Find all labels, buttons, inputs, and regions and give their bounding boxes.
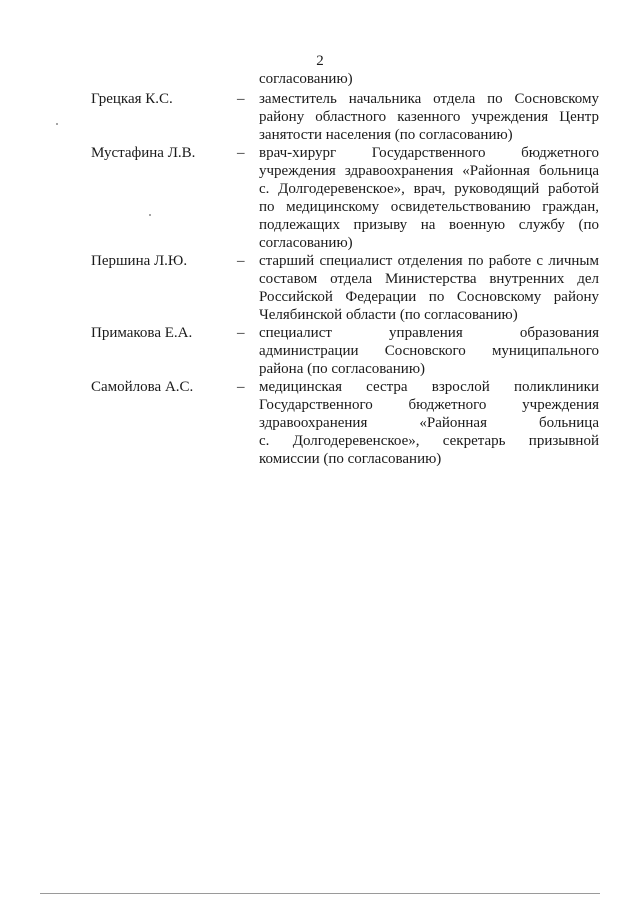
description-line: Государственного бюджетного учреждения [259, 397, 599, 413]
description-line: с. Долгодеревенское», врач, руководящий работой [259, 181, 599, 197]
description-line: району областного казенного учреждения Центр [259, 109, 599, 125]
continuation-text: согласованию) [259, 71, 353, 87]
entry-name: Примакова Е.А. [91, 325, 193, 341]
description-line: учреждения здравоохранения «Районная больница [259, 163, 599, 179]
entry-description [259, 378, 599, 468]
description-line: составом отдела Министерства внутренних дел [259, 271, 599, 287]
description-line: по медицинскому освидетельствованию граждан, [259, 199, 599, 215]
entry-name: Першина Л.Ю. [91, 253, 188, 269]
description-line: Российской Федерации по Сосновскому району [259, 289, 599, 305]
description-line: с. Долгодеревенское», секретарь призывной [259, 433, 599, 449]
description-line: комиссии (по согласованию) [259, 451, 442, 467]
entry-dash: – [237, 91, 245, 107]
description-line: района (по согласованию) [259, 361, 426, 377]
description-line: врач-хирург Государственного бюджетного [259, 145, 599, 161]
scan-speck [56, 123, 58, 125]
entry-description [259, 324, 599, 378]
entry-description [259, 90, 599, 144]
entry-dash: – [237, 379, 245, 395]
entry-name: Грецкая К.С. [91, 91, 173, 107]
description-line: заместитель начальника отдела по Сосновскому [259, 91, 599, 107]
description-line: занятости населения (по согласованию) [259, 127, 513, 143]
entry-dash: – [237, 145, 245, 161]
scan-edge-line [40, 893, 600, 894]
description-line: согласованию) [259, 235, 353, 251]
entry-name: Самойлова А.С. [91, 379, 194, 395]
entry-dash: – [237, 325, 245, 341]
description-line: администрации Сосновского муниципального [259, 343, 599, 359]
description-line: подлежащих призыву на военную службу (по [259, 217, 599, 233]
description-line: старший специалист отделения по работе с личным [259, 253, 599, 269]
description-line: Челябинской области (по согласованию) [259, 307, 518, 323]
entry-dash: – [237, 253, 245, 269]
description-line: здравоохранения «Районная больница [259, 415, 599, 431]
description-line: медицинская сестра взрослой поликлиники [259, 379, 599, 395]
entry-description [259, 252, 599, 324]
page-number: 2 [316, 53, 324, 69]
description-line: специалист управления образования [259, 325, 599, 341]
entry-name: Мустафина Л.В. [91, 145, 196, 161]
scan-speck [149, 214, 151, 216]
entry-description [259, 144, 599, 252]
